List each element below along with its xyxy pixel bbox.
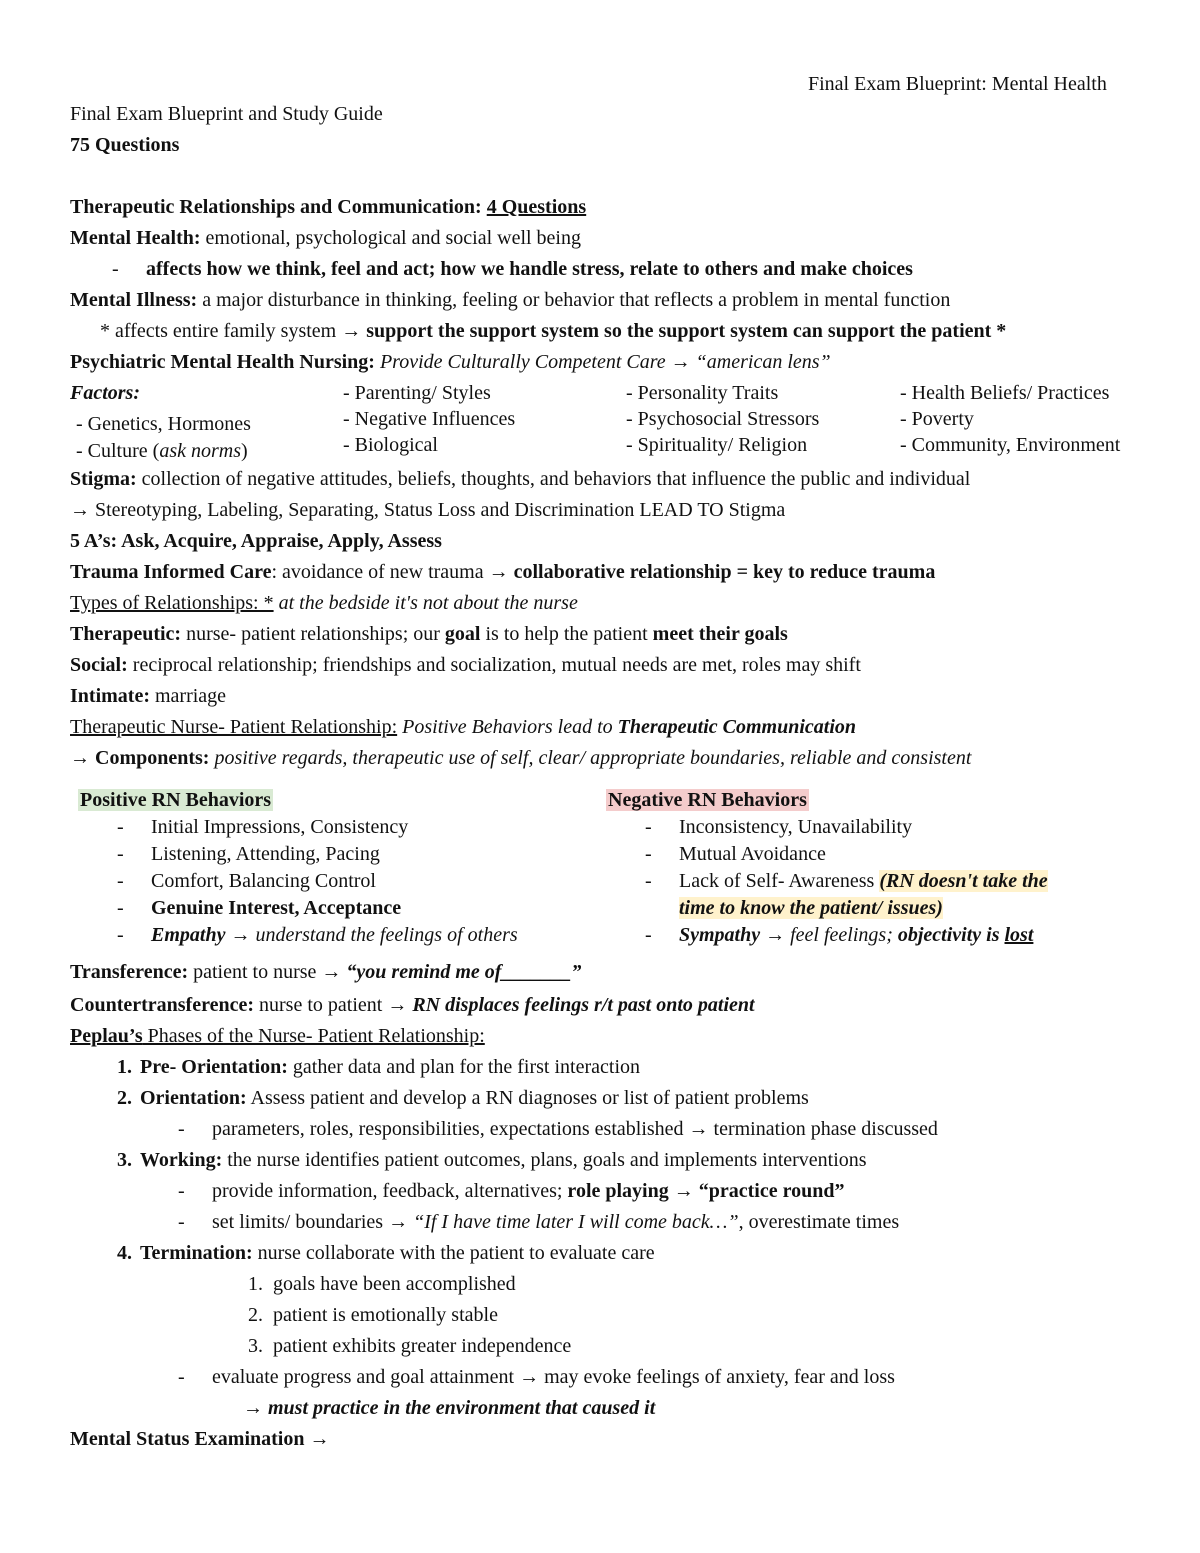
mental-health-bullet: - affects how we think, feel and act; how we handle stress, relate to others and make choices <box>112 258 913 280</box>
stigma-definition: Stigma: collection of negative attitudes, beliefs, thoughts, and behaviors that influence the public and individual <box>70 468 971 490</box>
positive-behaviors-heading: Positive RN Behaviors <box>80 789 272 811</box>
list-item: - Lack of Self- Awareness (RN doesn't take the <box>645 870 1048 892</box>
list-item: - Mutual Avoidance <box>645 843 826 865</box>
factors-col-2: - Parenting/ Styles - Negative Influences - Biological <box>343 382 516 456</box>
peplau-heading: Peplau’s Phases of the Nurse- Patient Relationship: <box>70 1025 485 1047</box>
phase-working-sub-2: - set limits/ boundaries → “If I have time later I will come back…”, overestimate times <box>178 1211 900 1233</box>
social-relationship: Social: reciprocal relationship; friendships and socialization, mutual needs are met, roles may shift <box>70 654 861 676</box>
tnpr-components: → Components: positive regards, therapeutic use of self, clear/ appropriate boundaries, reliable and consistent <box>70 747 972 769</box>
termination-item-1: 1. goals have been accomplished <box>248 1273 516 1295</box>
phase-working: 3. Working: the nurse identifies patient outcomes, plans, goals and implements interventions <box>117 1149 867 1171</box>
list-item: - Empathy → understand the feelings of others <box>117 924 518 946</box>
phase-termination-sub: - evaluate progress and goal attainment → may evoke feelings of anxiety, fear and loss <box>178 1366 895 1388</box>
list-item: - Genuine Interest, Acceptance <box>117 897 402 919</box>
list-item: - Inconsistency, Unavailability <box>645 816 913 838</box>
pmhn-definition: Psychiatric Mental Health Nursing: Provide Culturally Competent Care → “american lens” <box>70 351 831 373</box>
therapeutic-relationship: Therapeutic: nurse- patient relationships; our goal is to help the patient meet their goals <box>70 623 788 645</box>
factors-label: Factors: <box>70 382 140 404</box>
intimate-relationship: Intimate: marriage <box>70 685 227 707</box>
list-item: - Initial Impressions, Consistency <box>117 816 409 838</box>
factors-col-1: - Genetics, Hormones - Culture (ask norms) <box>76 413 251 462</box>
phase-termination-arrow: → must practice in the environment that caused it <box>243 1397 656 1419</box>
termination-item-2: 2. patient is emotionally stable <box>248 1304 498 1326</box>
tnpr-heading: Therapeutic Nurse- Patient Relationship: Positive Behaviors lead to Therapeutic Communication <box>70 716 857 738</box>
countertransference: Countertransference: nurse to patient → RN displaces feelings r/t past onto patient <box>70 994 755 1016</box>
positive-behaviors-list <box>117 814 518 948</box>
phase-pre-orientation: 1. Pre- Orientation: gather data and plan for the first interaction <box>117 1056 641 1078</box>
phase-orientation-sub: - parameters, roles, responsibilities, expectations established → termination phase discussed <box>178 1118 938 1140</box>
transference: Transference: patient to nurse → “you remind me of_______” <box>70 961 582 983</box>
phase-working-sub-1: - provide information, feedback, alternatives; role playing → “practice round” <box>178 1180 845 1202</box>
stigma-causes: → Stereotyping, Labeling, Separating, Status Loss and Discrimination LEAD TO Stigma <box>70 499 786 521</box>
phase-orientation: 2. Orientation: Assess patient and develop a RN diagnoses or list of patient problems <box>117 1087 809 1109</box>
termination-item-3: 3. patient exhibits greater independence <box>248 1335 572 1357</box>
section-heading: Therapeutic Relationships and Communication: 4 Questions <box>70 196 587 218</box>
mental-illness-note: * affects entire family system → support the support system so the support system can support the patient * <box>100 320 1007 342</box>
mental-status-exam: Mental Status Examination → <box>70 1428 330 1450</box>
running-header: Final Exam Blueprint: Mental Health <box>808 73 1107 95</box>
list-item: - Listening, Attending, Pacing <box>117 843 380 865</box>
list-item: - Comfort, Balancing Control <box>117 870 376 892</box>
factors-col-3: - Personality Traits - Psychosocial Stressors - Spirituality/ Religion <box>626 382 820 456</box>
question-count: 75 Questions <box>70 134 180 156</box>
list-item-continued: time to know the patient/ issues) <box>679 897 943 919</box>
document-title: Final Exam Blueprint and Study Guide <box>70 103 383 125</box>
factors-col-4: - Health Beliefs/ Practices - Poverty - Community, Environment <box>900 382 1121 456</box>
mental-health-definition: Mental Health: emotional, psychological and social well being <box>70 227 581 249</box>
negative-behaviors-list <box>645 814 1048 948</box>
relationship-types-heading: Types of Relationships: * at the bedside it's not about the nurse <box>70 592 578 614</box>
mental-illness-definition: Mental Illness: a major disturbance in thinking, feeling or behavior that reflects a problem in mental function <box>70 289 951 311</box>
trauma-informed-care: Trauma Informed Care: avoidance of new trauma → collaborative relationship = key to reduce trauma <box>70 561 936 583</box>
phase-termination: 4. Termination: nurse collaborate with the patient to evaluate care <box>117 1242 655 1264</box>
negative-behaviors-heading: Negative RN Behaviors <box>608 789 807 811</box>
five-as: 5 A’s: Ask, Acquire, Appraise, Apply, Assess <box>70 530 442 552</box>
list-item: - Sympathy → feel feelings; objectivity is lost <box>645 924 1034 946</box>
